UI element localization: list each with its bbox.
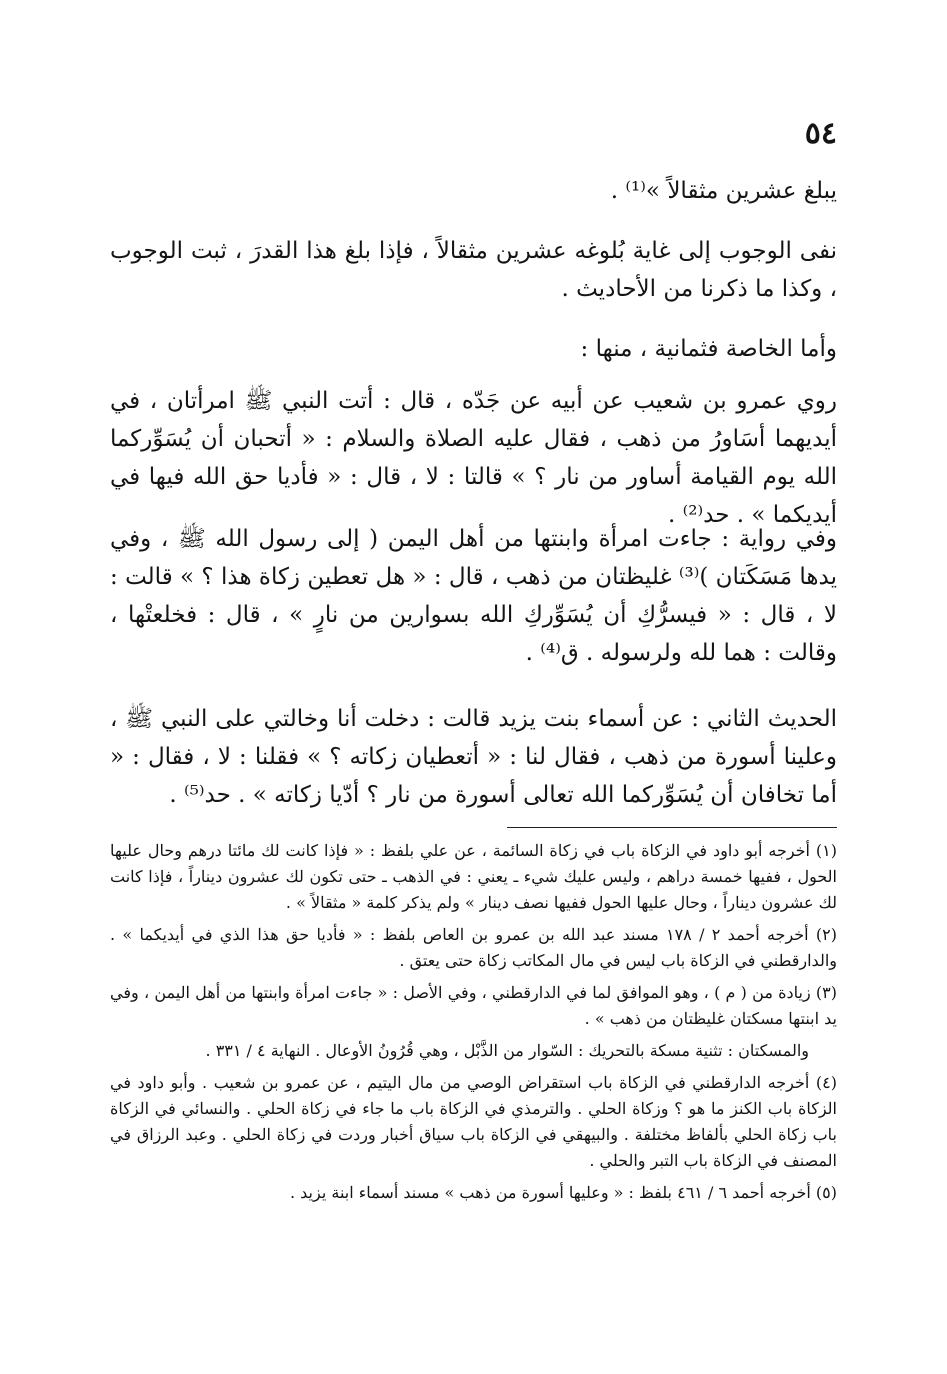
page-number: ٥٤ [804, 116, 837, 151]
body-paragraph: روي عمرو بن شعيب عن أبيه عن جَدّه ، قال : أتت النبي ﷺ امرأتان ، في أيديهما أسَاورُ من ذهب ، فقال عليه الصلاة والسلام : « أتحبان أن يُسَوِّركما الله يوم القيامة أساور من نار ؟ » قالتا : لا ، قال : « فأديا حق الله فيها في أيديكما » . حد⁽²⁾ . [110, 388, 837, 528]
footnote-divider [507, 827, 837, 828]
footnote-item: (٣) زيادة من ( م ) ، وهو الموافق لما في الدارقطني ، وفي الأصل : « جاءت امرأة وابنتها من أهل اليمن ، وفي يد ابنتها مسكتان غليظتان من ذهب » . [110, 983, 837, 1028]
footnote-item: (٤) أخرجه الدارقطني في الزكاة باب استقراض الوصي من مال اليتيم ، عن عمرو بن شعيب . وأبو داود في الزكاة باب الكنز ما هو ؟ وزكاة الحلي . والترمذي في الزكاة باب ما جاء في زكاة الحلي . والنسائي في الزكاة باب زكاة الحلي بألفاظ مختلفة . والبيهقي في الزكاة باب سياق أخبار وردت في زكاة الحلي . وعبد الرزاق في المصنف في الزكاة باب التبر والحلي . [110, 1073, 838, 1170]
body-paragraph: يبلغ عشرين مثقالاً »⁽¹⁾ . [610, 178, 837, 204]
footnote-item: (١) أخرجه أبو داود في الزكاة باب في زكاة السائمة ، عن علي بلفظ : « فإذا كانت لك مائتا درهم وحال عليها الحول ، ففيها خمسة دراهم ، وليس عليك شيء ـ يعني : في الذهب ـ حتى تكون لك عشرون ديناراً ، فإذا كانت لك عشرون ديناراً ، وحال عليها الحول ففيها نصف دينار » ولم يذكر كلمة « مثقالاً » . [110, 841, 837, 912]
footnotes-list [110, 838, 837, 1212]
footnote-item: (٢) أخرجه أحمد ٢ / ١٧٨ مسند عبد الله بن عمرو بن العاص بلفظ : « فأديا حق هذا الذي في أيديكما » . والدارقطني في الزكاة باب ليس في مال المكاتب زكاة حتى يعتق . [110, 925, 838, 970]
body-paragraph: نفى الوجوب إلى غاية بُلوغه عشرين مثقالاً ، فإذا بلغ هذا القدرَ ، ثبت الوجوب ، وكذا ما ذكرنا من الأحاديث . [110, 238, 837, 302]
body-paragraph: الحديث الثاني : عن أسماء بنت يزيد قالت : دخلت أنا وخالتي على النبي ﷺ ، وعلينا أسورة من ذهب ، فقال لنا : « أتعطيان زكاته ؟ » فقلنا : لا ، فقال : « أما تخافان أن يُسَوِّركما الله تعالى أسورة من نار ؟ أدّيا زكاته » . حد⁽⁵⁾ . [110, 706, 837, 808]
footnote-item: (٥) أخرجه أحمد ٦ / ٤٦١ بلفظ : « وعليها أسورة من ذهب » مسند أسماء ابنة يزيد . [289, 1183, 837, 1202]
body-paragraph: وفي رواية : جاءت امرأة وابنتها من أهل اليمن ( إلى رسول الله ﷺ ، وفي يدها مَسَكَتان )⁽³⁾ غليظتان من ذهب ، قال : « هل تعطين زكاة هذا ؟ » قالت : لا ، قال : « فيسرُّكِ أن يُسَوِّركِ الله بسوارين من نارٍ » ، قال : فخلعتْها ، وقالت : هما لله ولرسوله . ق⁽⁴⁾ . [110, 526, 837, 666]
body-paragraph: وأما الخاصة فثمانية ، منها : [580, 336, 837, 362]
footnote-item: والمسكتان : تثنية مسكة بالتحريك : السّوار من الذَّبْل ، وهي قُرُونُ الأوعال . النهاية ٤ / ٣٣١ . [205, 1041, 809, 1060]
